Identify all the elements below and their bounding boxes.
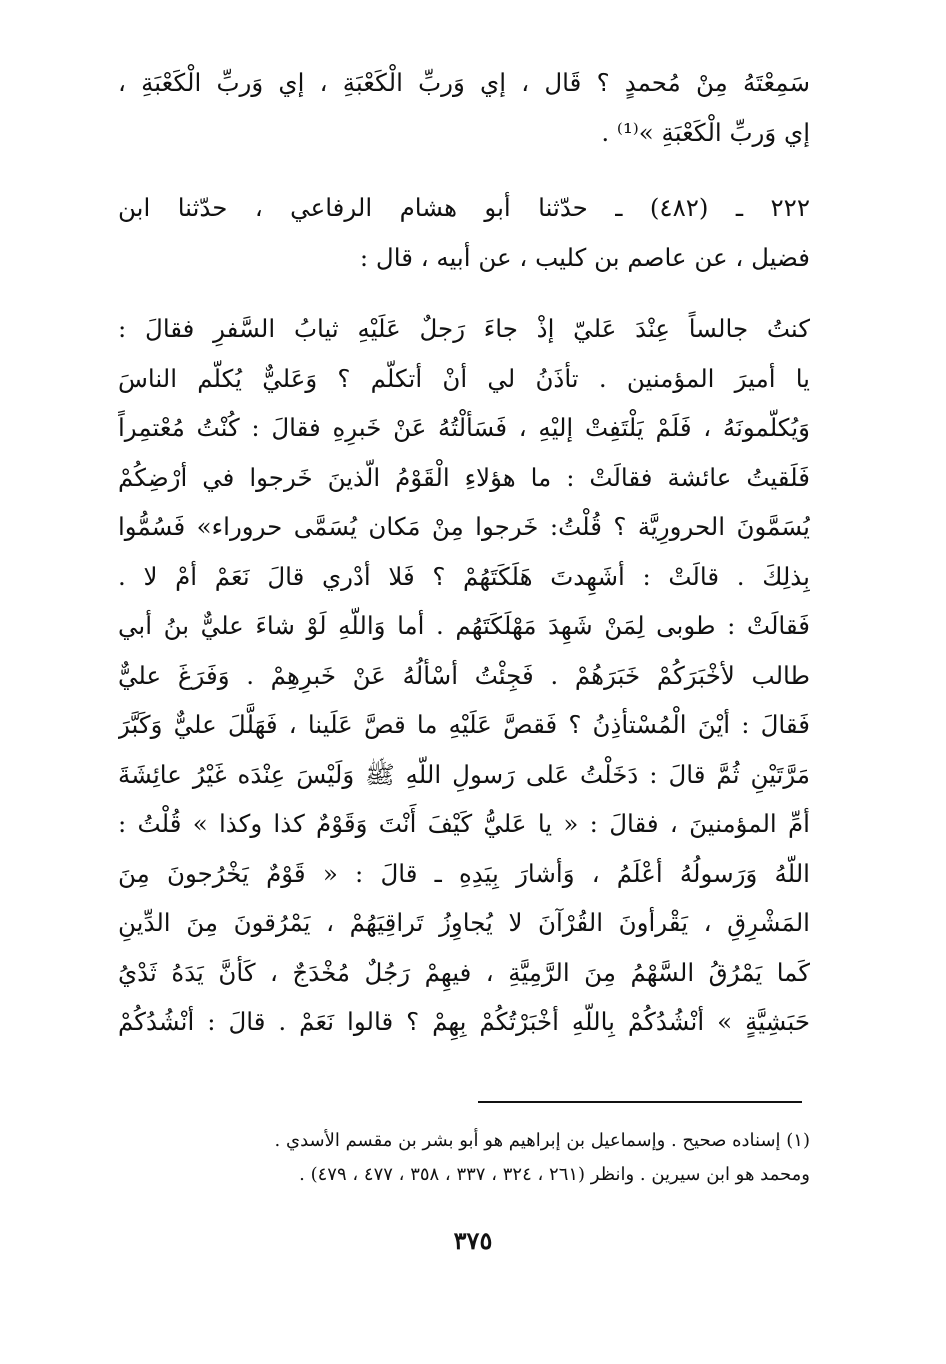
text-line: فَلَقيتُ عائشة فقالَتْ : ما هؤلاءِ الْقَوْمُ الّذينَ خَرجوا في أرْضِكُمْ <box>118 462 810 492</box>
text-line: فَقالَ : أيْنَ الْمُسْتأذِنُ ؟ فَقصَّ عَلَيْهِ ما قصَّ عَلَينا ، فَهَلَّلَ عليٌّ وَكَبَّرَ <box>118 710 810 739</box>
text-line: بِذلِكَ . قالَتْ : أشَهِدتَ هَلَكَتَهُمْ ؟ فَلا أدْري قالَ نَعَمْ أمْ لا . <box>118 561 810 591</box>
text-line: كنتُ جالساً عِنْدَ عَليّ إذْ جاءَ رَجلٌ عَلَيْهِ ثيابُ السَّفرِ فقالَ : <box>118 314 810 343</box>
footnote-divider <box>478 1101 802 1103</box>
text-line: إي وَربِّ الْكَعْبَةِ »⁽¹⁾ . <box>601 117 810 147</box>
footnote-line: ومحمد هو ابن سيرين . وانظر (٢٦١ ، ٣٢٤ ، ٣٣٧ ، ٣٥٨ ، ٤٧٧ ، ٤٧٩) . <box>299 1164 810 1185</box>
text-line: حَبَشِيَّةٍ » أنْشُدُكُمْ بِاللّهِ أخْبَرْتُكُمْ بِهِمْ ؟ قالوا نَعَمْ . قالَ : أنْشُدُكُمْ <box>118 1007 810 1036</box>
text-line: يا أميرَ المؤمنين . تأذَنُ لي أنْ أتكلّم ؟ وَعَليٌّ يُكلّم الناسَ <box>118 363 810 393</box>
text-line: فضيل ، عن عاصم بن كليب ، عن أبيه ، قال : <box>359 242 810 272</box>
text-line: ٢٢٢ ـ (٤٨٢) ـ حدّثنا أبو هشام الرفاعي ، حدّثنا ابن <box>118 193 810 222</box>
text-line: فَقالَتْ : طوبى لِمَنْ شَهِدَ مَهْلَكَتَهُم . أما وَاللّهِ لَوْ شاءَ عليٌّ بنُ أبي <box>118 611 810 640</box>
text-line: طالب لأخْبَرَكُمْ خَبَرَهُمْ . فَجِئْتُ أسْألُهُ عَنْ خَبرِهِمْ . وَفَرَغَ عليٌّ <box>118 660 810 690</box>
text-line: يُسَمَّونَ الحرورِيَّة ؟ قُلْتُ: خَرجوا مِنْ مَكان يُسَمَّى حروراء» فَسُمُّوا <box>118 512 810 541</box>
text-line: وَيُكلّمونَهُ ، فَلَمْ يَلْتَفِتْ إليْهِ ، فَسَألْتُهُ عَنْ خَبرِهِ فقالَ : كُنْتُ مُعْتمِراً <box>118 413 810 442</box>
text-line: المَشْرِقِ ، يَقْرأونَ القُرْآنَ لا يُجاوِزُ تَراقِيَهُمْ ، يَمْرُقونَ مِنَ الدِّينِ <box>118 908 810 937</box>
footnotes <box>118 1124 810 1192</box>
continued-hadith-text <box>118 58 810 157</box>
text-line: اللّهُ وَرَسولُهُ أعْلَمُ ، وَأشارَ بِيَدِهِ ـ قالَ : « قَوْمٌ يَخْرُجونَ مِنَ <box>118 858 810 888</box>
text-line: أمِّ المؤمنينَ ، فقالَ : « يا عَليُّ كَيْفَ أَنْتَ وَقَوْمٌ كذا وكذا » قُلْتُ : <box>118 809 810 838</box>
footnote-line: (١) إسناده صحيح . وإسماعيل بن إبراهيم هو أبو بشر بن مقسم الأسدي . <box>274 1130 810 1151</box>
hadith-isnad <box>118 183 810 282</box>
text-line: مَرَّتَيْنِ ثُمَّ قالَ : دَخَلْتُ عَلى رَسولِ اللّهِ ﷺ وَلَيْسَ عِنْدَه غَيْرُ عائِشَةَ <box>118 759 810 789</box>
hadith-matn <box>118 304 810 1047</box>
text-line: سَمِعْتَهُ مِنْ مُحمدٍ ؟ قَال ، إي وَربِّ الْكَعْبَةِ ، إي وَربِّ الْكَعْبَةِ ، <box>118 68 810 97</box>
text-line: كَما يَمْرُقُ السَّهْمُ مِنَ الرَّمِيَّةِ ، فيهِمْ رَجُلٌ مُخْدَجٌ ، كَأنَّ يَدَهُ ثَدْيُ <box>118 957 810 987</box>
page-number: ٣٧٥ <box>453 1226 493 1255</box>
